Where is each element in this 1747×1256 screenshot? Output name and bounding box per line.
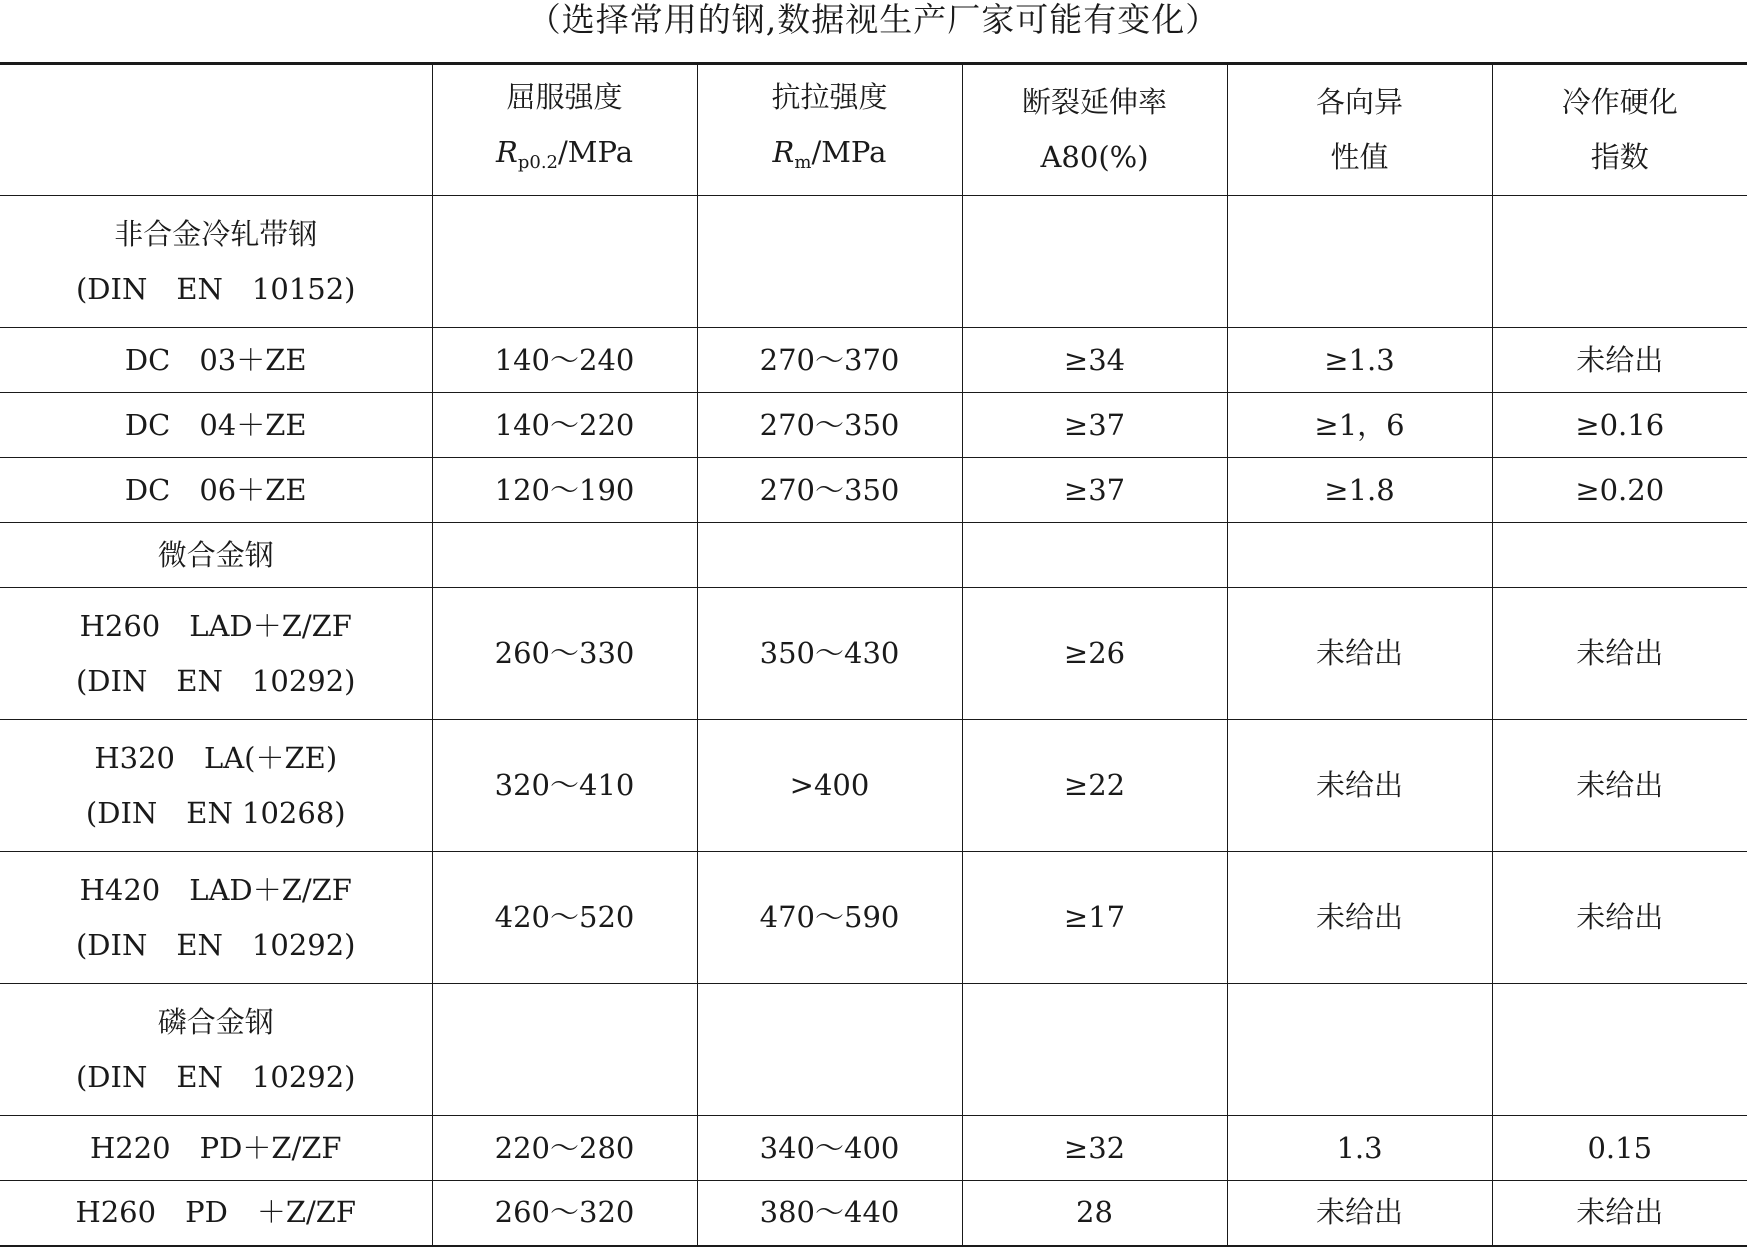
anisotropy-cell: 未给出 xyxy=(1227,852,1492,984)
steel-grade-name: H420 LAD＋Z/ZF xyxy=(79,872,352,907)
yield-strength-unit xyxy=(433,125,697,190)
yield-cell: 120～190 xyxy=(432,458,697,523)
steel-grade-name: H260 LAD＋Z/ZF xyxy=(79,608,352,643)
steel-grade-standard: (DIN EN 10292) xyxy=(75,927,356,962)
steel-grade-cell: H260 PD ＋Z/ZF xyxy=(0,1181,432,1246)
elongation-cell: ≥17 xyxy=(962,852,1227,984)
table-row xyxy=(0,393,1747,458)
anisotropy-cell: 未给出 xyxy=(1227,588,1492,720)
hardening-cell: 未给出 xyxy=(1492,720,1747,852)
yield-cell: 260～330 xyxy=(432,588,697,720)
elongation-cell: ≥37 xyxy=(962,393,1227,458)
yield-cell: 260～320 xyxy=(432,1181,697,1246)
yield-cell xyxy=(432,196,697,328)
hardening-cell: 0.15 xyxy=(1492,1116,1747,1181)
anisotropy-cell: ≥1.3 xyxy=(1227,328,1492,393)
hardening-cell xyxy=(1492,984,1747,1116)
elongation-cell xyxy=(962,523,1227,588)
anisotropy-label-2: 性值 xyxy=(1330,140,1389,174)
yield-cell: 320～410 xyxy=(432,720,697,852)
steel-grade-name: H320 LA(＋ZE) xyxy=(94,740,338,775)
yield-strength-label: 屈服强度 xyxy=(506,80,623,114)
hardening-cell xyxy=(1492,196,1747,328)
table-caption: （选择常用的钢,数据视生产厂家可能有变化） xyxy=(527,0,1220,39)
anisotropy-cell: 未给出 xyxy=(1227,1181,1492,1246)
steel-grade-name: 非合金冷轧带钢 xyxy=(114,216,318,251)
table-row xyxy=(0,458,1747,523)
elongation-cell xyxy=(962,984,1227,1116)
steel-grade-standard: (DIN EN 10268) xyxy=(85,795,346,830)
table-row xyxy=(0,984,1747,1116)
tensile-cell: 380～440 xyxy=(697,1181,962,1246)
yield-unit: /MPa xyxy=(558,135,633,169)
yield-cell: 140～240 xyxy=(432,328,697,393)
yield-subscript: p0.2 xyxy=(517,152,559,173)
steel-grade-cell: H220 PD＋Z/ZF xyxy=(0,1116,432,1181)
tensile-strength-unit xyxy=(698,125,962,190)
elongation-cell: ≥34 xyxy=(962,328,1227,393)
tensile-cell: 470～590 xyxy=(697,852,962,984)
steel-grade-cell xyxy=(0,720,432,852)
tensile-cell: 270～350 xyxy=(697,458,962,523)
hardening-cell: ≥0.16 xyxy=(1492,393,1747,458)
elongation-cell xyxy=(962,196,1227,328)
header-tensile-strength xyxy=(697,64,962,196)
yield-cell xyxy=(432,984,697,1116)
steel-grade-cell: DC 06＋ZE xyxy=(0,458,432,523)
hardening-cell: 未给出 xyxy=(1492,588,1747,720)
hardening-label-1: 冷作硬化 xyxy=(1561,85,1678,119)
steel-grade-cell xyxy=(0,588,432,720)
anisotropy-cell: 未给出 xyxy=(1227,720,1492,852)
tensile-unit: /MPa xyxy=(811,135,887,169)
header-yield-strength xyxy=(432,64,697,196)
anisotropy-cell: 1.3 xyxy=(1227,1116,1492,1181)
steel-grade-standard: (DIN EN 10292) xyxy=(75,1059,356,1094)
table-row xyxy=(0,852,1747,984)
anisotropy-cell xyxy=(1227,984,1492,1116)
elongation-cell: 28 xyxy=(962,1181,1227,1246)
tensile-symbol: R xyxy=(772,135,795,169)
anisotropy-label-1: 各向异 xyxy=(1315,85,1403,119)
elongation-cell: ≥26 xyxy=(962,588,1227,720)
tensile-cell: 270～350 xyxy=(697,393,962,458)
steel-grade-cell xyxy=(0,852,432,984)
table-row xyxy=(0,1181,1747,1246)
tensile-cell xyxy=(697,196,962,328)
steel-grade-cell xyxy=(0,984,432,1116)
header-steel-grade xyxy=(0,64,432,196)
yield-cell: 420～520 xyxy=(432,852,697,984)
steel-properties-table xyxy=(0,62,1747,1247)
header-anisotropy xyxy=(1227,64,1492,196)
tensile-strength-label: 抗拉强度 xyxy=(771,80,888,114)
hardening-cell: 未给出 xyxy=(1492,1181,1747,1246)
table-row xyxy=(0,196,1747,328)
steel-grade-standard: (DIN EN 10152) xyxy=(75,271,356,306)
tensile-cell xyxy=(697,523,962,588)
hardening-cell: 未给出 xyxy=(1492,852,1747,984)
steel-grade-cell: DC 03＋ZE xyxy=(0,328,432,393)
header-row xyxy=(0,64,1747,196)
table-row xyxy=(0,328,1747,393)
hardening-cell: 未给出 xyxy=(1492,328,1747,393)
header-elongation xyxy=(962,64,1227,196)
elongation-cell: ≥37 xyxy=(962,458,1227,523)
yield-cell xyxy=(432,523,697,588)
yield-symbol: R xyxy=(496,135,518,169)
anisotropy-cell: ≥1.8 xyxy=(1227,458,1492,523)
tensile-cell: >400 xyxy=(697,720,962,852)
steel-grade-cell: DC 04＋ZE xyxy=(0,393,432,458)
steel-grade-cell: 微合金钢 xyxy=(0,523,432,588)
hardening-cell: ≥0.20 xyxy=(1492,458,1747,523)
elongation-cell: ≥22 xyxy=(962,720,1227,852)
yield-cell: 140～220 xyxy=(432,393,697,458)
elongation-label: 断裂延伸率 xyxy=(1021,85,1167,119)
elongation-cell: ≥32 xyxy=(962,1116,1227,1181)
steel-grade-standard: (DIN EN 10292) xyxy=(75,663,356,698)
anisotropy-cell xyxy=(1227,196,1492,328)
tensile-cell: 340～400 xyxy=(697,1116,962,1181)
table-row xyxy=(0,523,1747,588)
steel-grade-cell xyxy=(0,196,432,328)
anisotropy-cell: ≥1，6 xyxy=(1227,393,1492,458)
steel-grade-name: 磷合金钢 xyxy=(157,1004,274,1039)
header-hardening-exponent xyxy=(1492,64,1747,196)
tensile-subscript: m xyxy=(794,152,812,173)
tensile-cell xyxy=(697,984,962,1116)
table-row xyxy=(0,1116,1747,1181)
table-row xyxy=(0,720,1747,852)
table-row xyxy=(0,588,1747,720)
hardening-label-2: 指数 xyxy=(1590,140,1649,174)
anisotropy-cell xyxy=(1227,523,1492,588)
elongation-unit: A80(%) xyxy=(1040,140,1149,174)
tensile-cell: 350～430 xyxy=(697,588,962,720)
tensile-cell: 270～370 xyxy=(697,328,962,393)
yield-cell: 220～280 xyxy=(432,1116,697,1181)
hardening-cell xyxy=(1492,523,1747,588)
